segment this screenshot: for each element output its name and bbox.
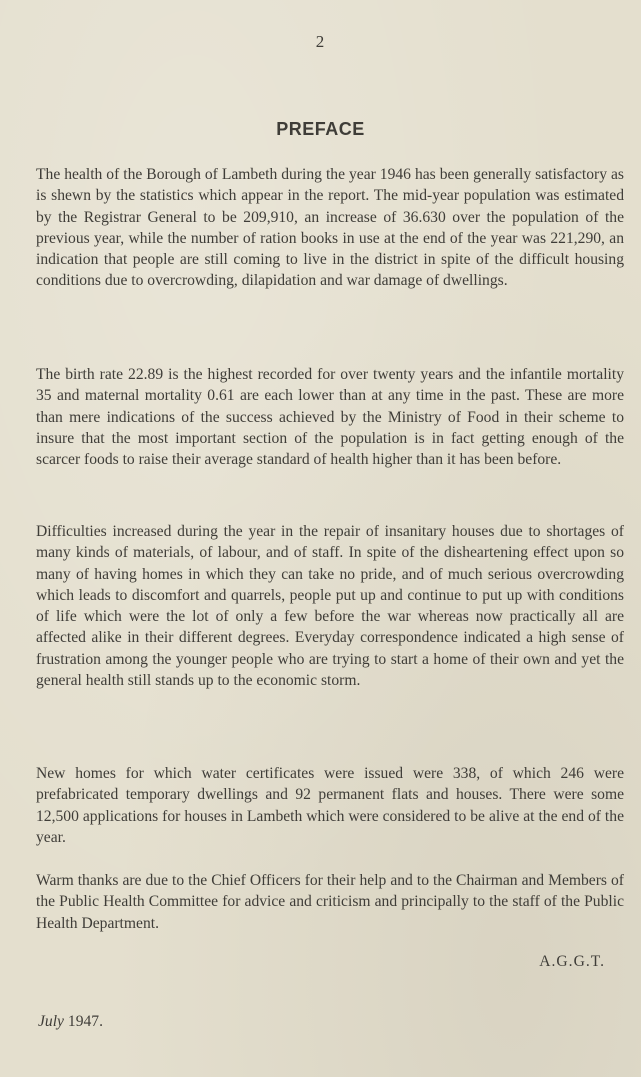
page-number: 2 — [315, 32, 326, 51]
document-date — [38, 1013, 103, 1031]
date-year: 1947. — [67, 1013, 103, 1030]
page-title: PREFACE — [276, 119, 365, 139]
paragraph-health-overview: The health of the Borough of Lambeth during the year 1946 has been generally satisfactory as is shewn by the statistics which appear in the report. The mid-year population was estimated by the Registrar General to be 209,910, an increase of 36.630 over the population of the previous year, while the number of ration books in use at the end of the year was 221,290, an indication that people are still coming to live in the district in spite of the difficult housing conditions due to overcrowding, dilapidation and war damage of dwellings. — [36, 166, 624, 290]
paragraph-birth-rate: The birth rate 22.89 is the highest recorded for over twenty years and the infantile mortality 35 and maternal mortality 0.61 are each lower than at any time in the past. These are more than mere indications of the success achieved by the Ministry of Food in their scheme to insure that the most important section of the population is in fact getting enough of the scarcer foods to raise their average standard of health higher than it has been before. — [36, 366, 624, 469]
paragraph-new-homes: New homes for which water certificates were issued were 338, of which 246 were prefabricated temporary dwellings and 92 permanent flats and houses. There were some 12,500 applications for houses in Lambeth which were considered to be alive at the end of the year. — [36, 765, 624, 846]
date-month: July — [38, 1013, 64, 1030]
paragraph-thanks: Warm thanks are due to the Chief Officers for their help and to the Chairman and Members of the Public Health Committee for advice and criticism and principally to the staff of the Public Health Department. — [36, 872, 624, 932]
signature-initials: A.G.G.T. — [539, 953, 605, 970]
paragraph-housing-difficulties: Difficulties increased during the year in the repair of insanitary houses due to shortages of many kinds of materials, of labour, and of staff. In spite of the disheartening effect upon so many of having homes in which they can take no pride, and of much serious overcrowding which leads to discomfort and quarrels, people put up and continue to put up with conditions of life which were the lot of only a few before the war whereas now practically all are affected alike in their different degrees. Everyday correspondence indicated a high sense of frustration among the younger people who are trying to start a home of their own and yet the general health still stands up to the economic storm. — [36, 523, 624, 690]
